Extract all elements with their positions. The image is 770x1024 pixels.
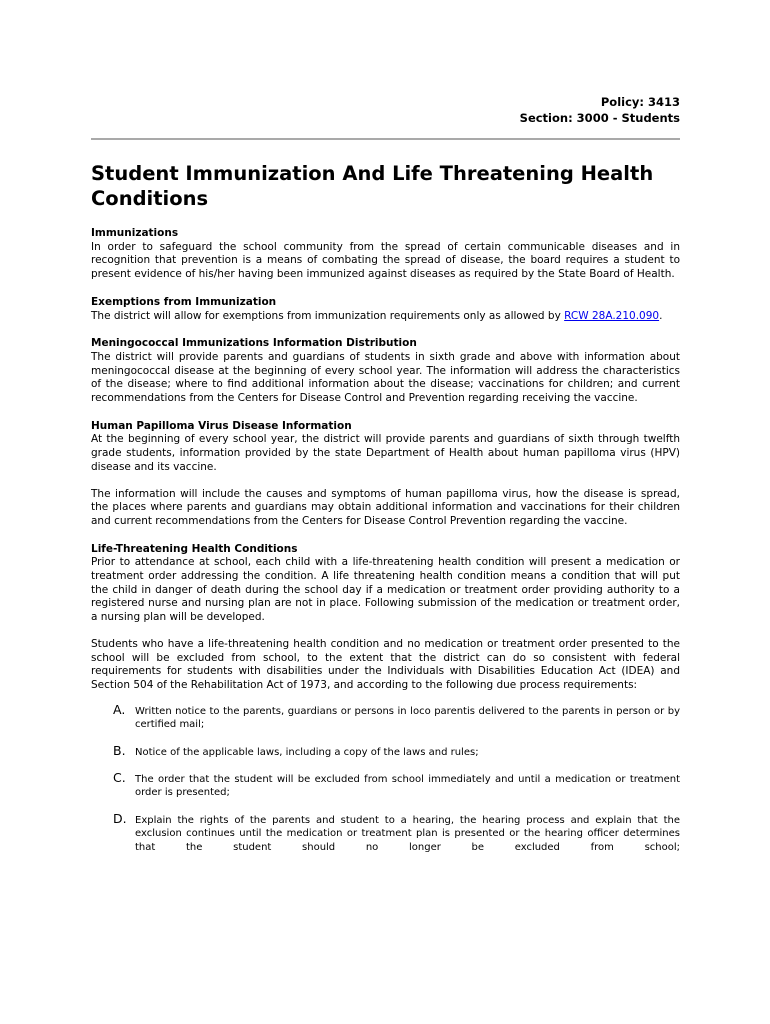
section-life-threatening (91, 543, 680, 693)
list-item-text: Written notice to the parents, guardians or persons in loco parentis delivered to the parents in person or by certified mail; (135, 705, 680, 731)
section-immunizations (91, 227, 680, 282)
list-item (91, 742, 680, 759)
section-heading: Human Papilloma Virus Disease Information (91, 419, 352, 432)
section-text: Students who have a life-threatening health condition and no medication or treatment order presented to the school will be excluded from school, to the extent that the district can do so consistent with federal requirements for students with disabilities under the Individuals with Disabilities Education Act (IDEA) and Section 504 of the Rehabilitation Act of 1973, and according to the following due process requirements: (91, 637, 680, 691)
exemptions-period: . (659, 309, 663, 322)
list-item-text: Explain the rights of the parents and student to a hearing, the hearing process and explain that the exclusion continues until the medication or treatment plan is presented or the hearing officer determines that the student should no longer be excluded from school; (135, 814, 680, 853)
section-exemptions (91, 296, 680, 323)
section-text: The district will provide parents and guardians of students in sixth grade and above with information about meningococcal disease at the beginning of every school year. The information will address the characteristics of the disease; where to find additional information about the disease; vaccinations for children; and current recommendations from the Centers for Disease Control and Prevention regarding receiving the vaccine. (91, 350, 680, 405)
list-marker: D. (113, 810, 127, 826)
section-heading: Life-Threatening Health Conditions (91, 542, 298, 555)
section-text: At the beginning of every school year, the district will provide parents and guardians of sixth through twelfth grade students, information provided by the state Department of Health about human papilloma virus (HPV) disease and its vaccine. (91, 433, 680, 473)
list-item (91, 701, 680, 732)
list-marker: A. (113, 701, 126, 717)
list-marker: C. (113, 769, 126, 785)
policy-header (91, 94, 680, 126)
page-title: Student Immunization And Life Threatening Health Conditions (91, 162, 654, 210)
list-item (91, 769, 680, 800)
section-heading: Immunizations (91, 227, 179, 239)
section-text: In order to safeguard the school community from the spread of certain communicable diseases and in recognition that prevention is a means of combating the spread of disease, the board requires a student to present evidence of his/her having been immunized against diseases as required by the State Board of Health. (91, 240, 680, 281)
policy-section: Section: 3000 - Students (519, 111, 680, 125)
section-text: The information will include the causes and symptoms of human papilloma virus, how the disease is spread, the places where parents and guardians may obtain additional information and vaccinations for their children and current recommendations from the Centers for Disease Control Prevention regarding the vaccine. (91, 487, 680, 527)
due-process-list (91, 701, 680, 854)
section-hpv (91, 420, 680, 529)
exemptions-text: The district will allow for exemptions from immunization requirements only as allowed by (91, 309, 565, 322)
section-heading: Exemptions from Immunization (91, 295, 277, 308)
list-item (91, 810, 680, 854)
policy-document (91, 94, 680, 868)
list-marker: B. (113, 742, 126, 758)
section-heading: Meningococcal Immunizations Information Distribution (91, 337, 417, 350)
section-text: Prior to attendance at school, each child with a life-threatening health condition will present a medication or treatment order addressing the condition. A life threatening health condition means a condition that will put the child in danger of death during the school day if a medication or treatment order providing authority to a registered nurse and nursing plan are not in place. Following submission of the medication or treatment order, a nursing plan will be developed. (91, 556, 680, 624)
header-divider (91, 138, 680, 140)
list-item-text: Notice of the applicable laws, including a copy of the laws and rules; (135, 746, 479, 758)
policy-number: Policy: 3413 (600, 95, 680, 109)
rcw-link[interactable]: RCW 28A.210.090 (564, 309, 660, 322)
list-item-text: The order that the student will be excluded from school immediately and until a medication or treatment order is presented; (135, 773, 680, 799)
section-text (91, 310, 680, 324)
section-meningococcal (91, 337, 680, 406)
